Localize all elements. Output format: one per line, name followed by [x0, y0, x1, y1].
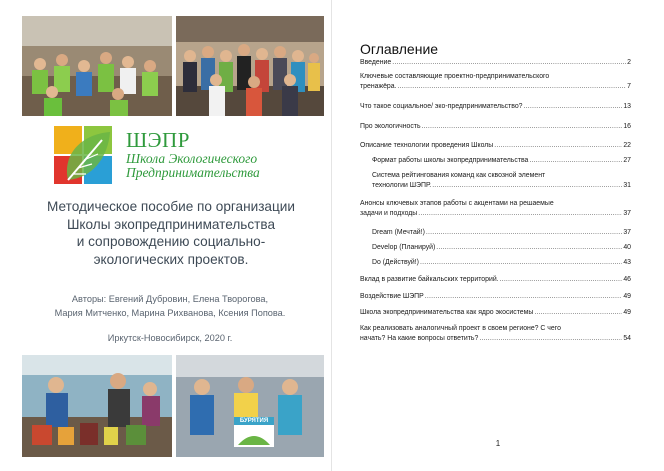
photo-buryatia-stand	[176, 355, 324, 457]
authors	[20, 292, 320, 320]
toc-entry-text: Develop (Планируй)	[372, 244, 436, 251]
toc-page-number: 22	[623, 142, 631, 149]
toc-entry[interactable]	[372, 228, 631, 238]
toc-entry-text: Do (Действуй!)	[372, 259, 419, 266]
toc-heading: Оглавление	[360, 41, 439, 57]
toc-leader	[479, 334, 622, 344]
toc-entry[interactable]	[360, 141, 631, 151]
toc-page-number: 27	[623, 157, 631, 164]
toc-entry-text: Ключевые составляющие проектно-предпринимательского	[360, 73, 550, 80]
city-year: Иркутск-Новосибирск, 2020 г.	[107, 333, 233, 343]
toc-page-number: 46	[623, 276, 631, 283]
toc-entry-text-cont: тренажёра.	[360, 83, 397, 90]
toc-page	[332, 0, 664, 471]
toc-entry-text: Система рейтингования команд как сквозной элемент	[372, 172, 546, 179]
toc-page-number: 2	[627, 59, 631, 66]
shepr-logo	[52, 124, 314, 188]
logo-subtitle	[126, 152, 316, 180]
toc-leader	[494, 141, 622, 151]
toc-leader	[422, 122, 623, 132]
toc-entry-text: Воздействие ШЭПР	[360, 293, 424, 300]
toc-entry-text-cont: задачи и подходы	[360, 210, 418, 217]
toc-entry[interactable]	[360, 72, 631, 92]
toc-leader	[436, 243, 622, 253]
toc-entry-text: Описание технологии проведения Школы	[360, 142, 494, 149]
toc-entry-text: Формат работы школы экопредпринимательства	[372, 157, 529, 164]
toc-entry-text: Школа экопредпринимательства как ядро экосистемы	[360, 309, 534, 316]
toc-entry[interactable]	[372, 243, 631, 253]
leaf-logo-icon	[52, 124, 118, 188]
toc-page-number: 49	[623, 293, 631, 300]
toc-entry-text: Введение	[360, 59, 392, 66]
toc-entry-text: Про экологичность	[360, 123, 421, 130]
toc-entry[interactable]	[360, 102, 631, 112]
toc-page-number: 37	[623, 229, 631, 236]
authors-line: Авторы: Евгений Дубровин, Елена Творогова,	[71, 294, 269, 304]
toc-entry[interactable]	[360, 308, 631, 318]
page-number: 1	[495, 439, 501, 448]
toc-page-number: 40	[623, 244, 631, 251]
toc-leader	[425, 292, 623, 302]
toc-entry-text-cont: начать? На какие вопросы ответить?	[360, 335, 479, 342]
toc-leader	[420, 258, 622, 268]
toc-entry-text: Что такое социальное/ эко-предпринимательство?	[360, 103, 523, 110]
toc-entry[interactable]	[372, 171, 631, 191]
title-line: Школы экопредпринимательства	[66, 216, 276, 232]
toc-leader	[529, 156, 622, 166]
toc-leader	[392, 58, 626, 68]
logo-subtitle-line: Предпринимательства	[126, 165, 260, 180]
toc-entry[interactable]	[372, 258, 631, 268]
photo-group-workshop	[22, 16, 172, 116]
title-line: Методическое пособие по организации	[47, 199, 295, 214]
photo-participants-group	[176, 16, 324, 116]
toc-entry-text: Вклад в развитие байкальских территорий.	[360, 276, 499, 283]
toc-entry-text: Как реализовать аналогичный проект в своем регионе? С чего	[360, 325, 561, 332]
toc-leader	[524, 102, 623, 112]
toc-page-number: 43	[623, 259, 631, 266]
toc-page-number: 7	[627, 83, 631, 90]
toc-entry-text: Dream (Мечтай!)	[372, 229, 425, 236]
toc-page-number: 54	[623, 335, 631, 342]
title-line: и сопровождению социально-	[76, 234, 266, 249]
toc-page-number: 13	[623, 103, 631, 110]
toc-entry[interactable]	[360, 275, 631, 285]
toc-leader	[500, 275, 623, 285]
toc-leader	[397, 82, 626, 92]
toc-page-number: 16	[623, 123, 631, 130]
toc-entry-text: Анонсы ключевых этапов работы с акцентами на решаемые	[360, 200, 554, 207]
toc-page-number: 37	[623, 210, 631, 217]
logo-title: ШЭПР	[126, 128, 190, 152]
title-line: экологических проектов.	[93, 251, 249, 267]
toc-page-number: 49	[623, 309, 631, 316]
toc-leader	[426, 228, 622, 238]
toc-leader	[418, 209, 622, 219]
toc-entry[interactable]	[360, 324, 631, 344]
toc-entry[interactable]	[372, 156, 631, 166]
banner-label: БУРЯТИЯ	[239, 418, 269, 424]
toc-entry[interactable]	[360, 292, 631, 302]
toc-entry-text-cont: технологии ШЭПР.	[372, 182, 432, 189]
toc-page-number: 31	[623, 182, 631, 189]
photo-market-stall	[22, 355, 172, 457]
toc-entry[interactable]	[360, 122, 631, 132]
toc-entry[interactable]	[360, 58, 631, 68]
toc-entry[interactable]	[360, 199, 631, 219]
authors-line: Мария Митченко, Марина Рихванова, Ксения Попова.	[54, 308, 286, 318]
logo-subtitle-line: Школа Экологического	[126, 151, 258, 166]
toc-leader	[534, 308, 622, 318]
document-title	[28, 198, 314, 268]
toc-leader	[432, 181, 622, 191]
